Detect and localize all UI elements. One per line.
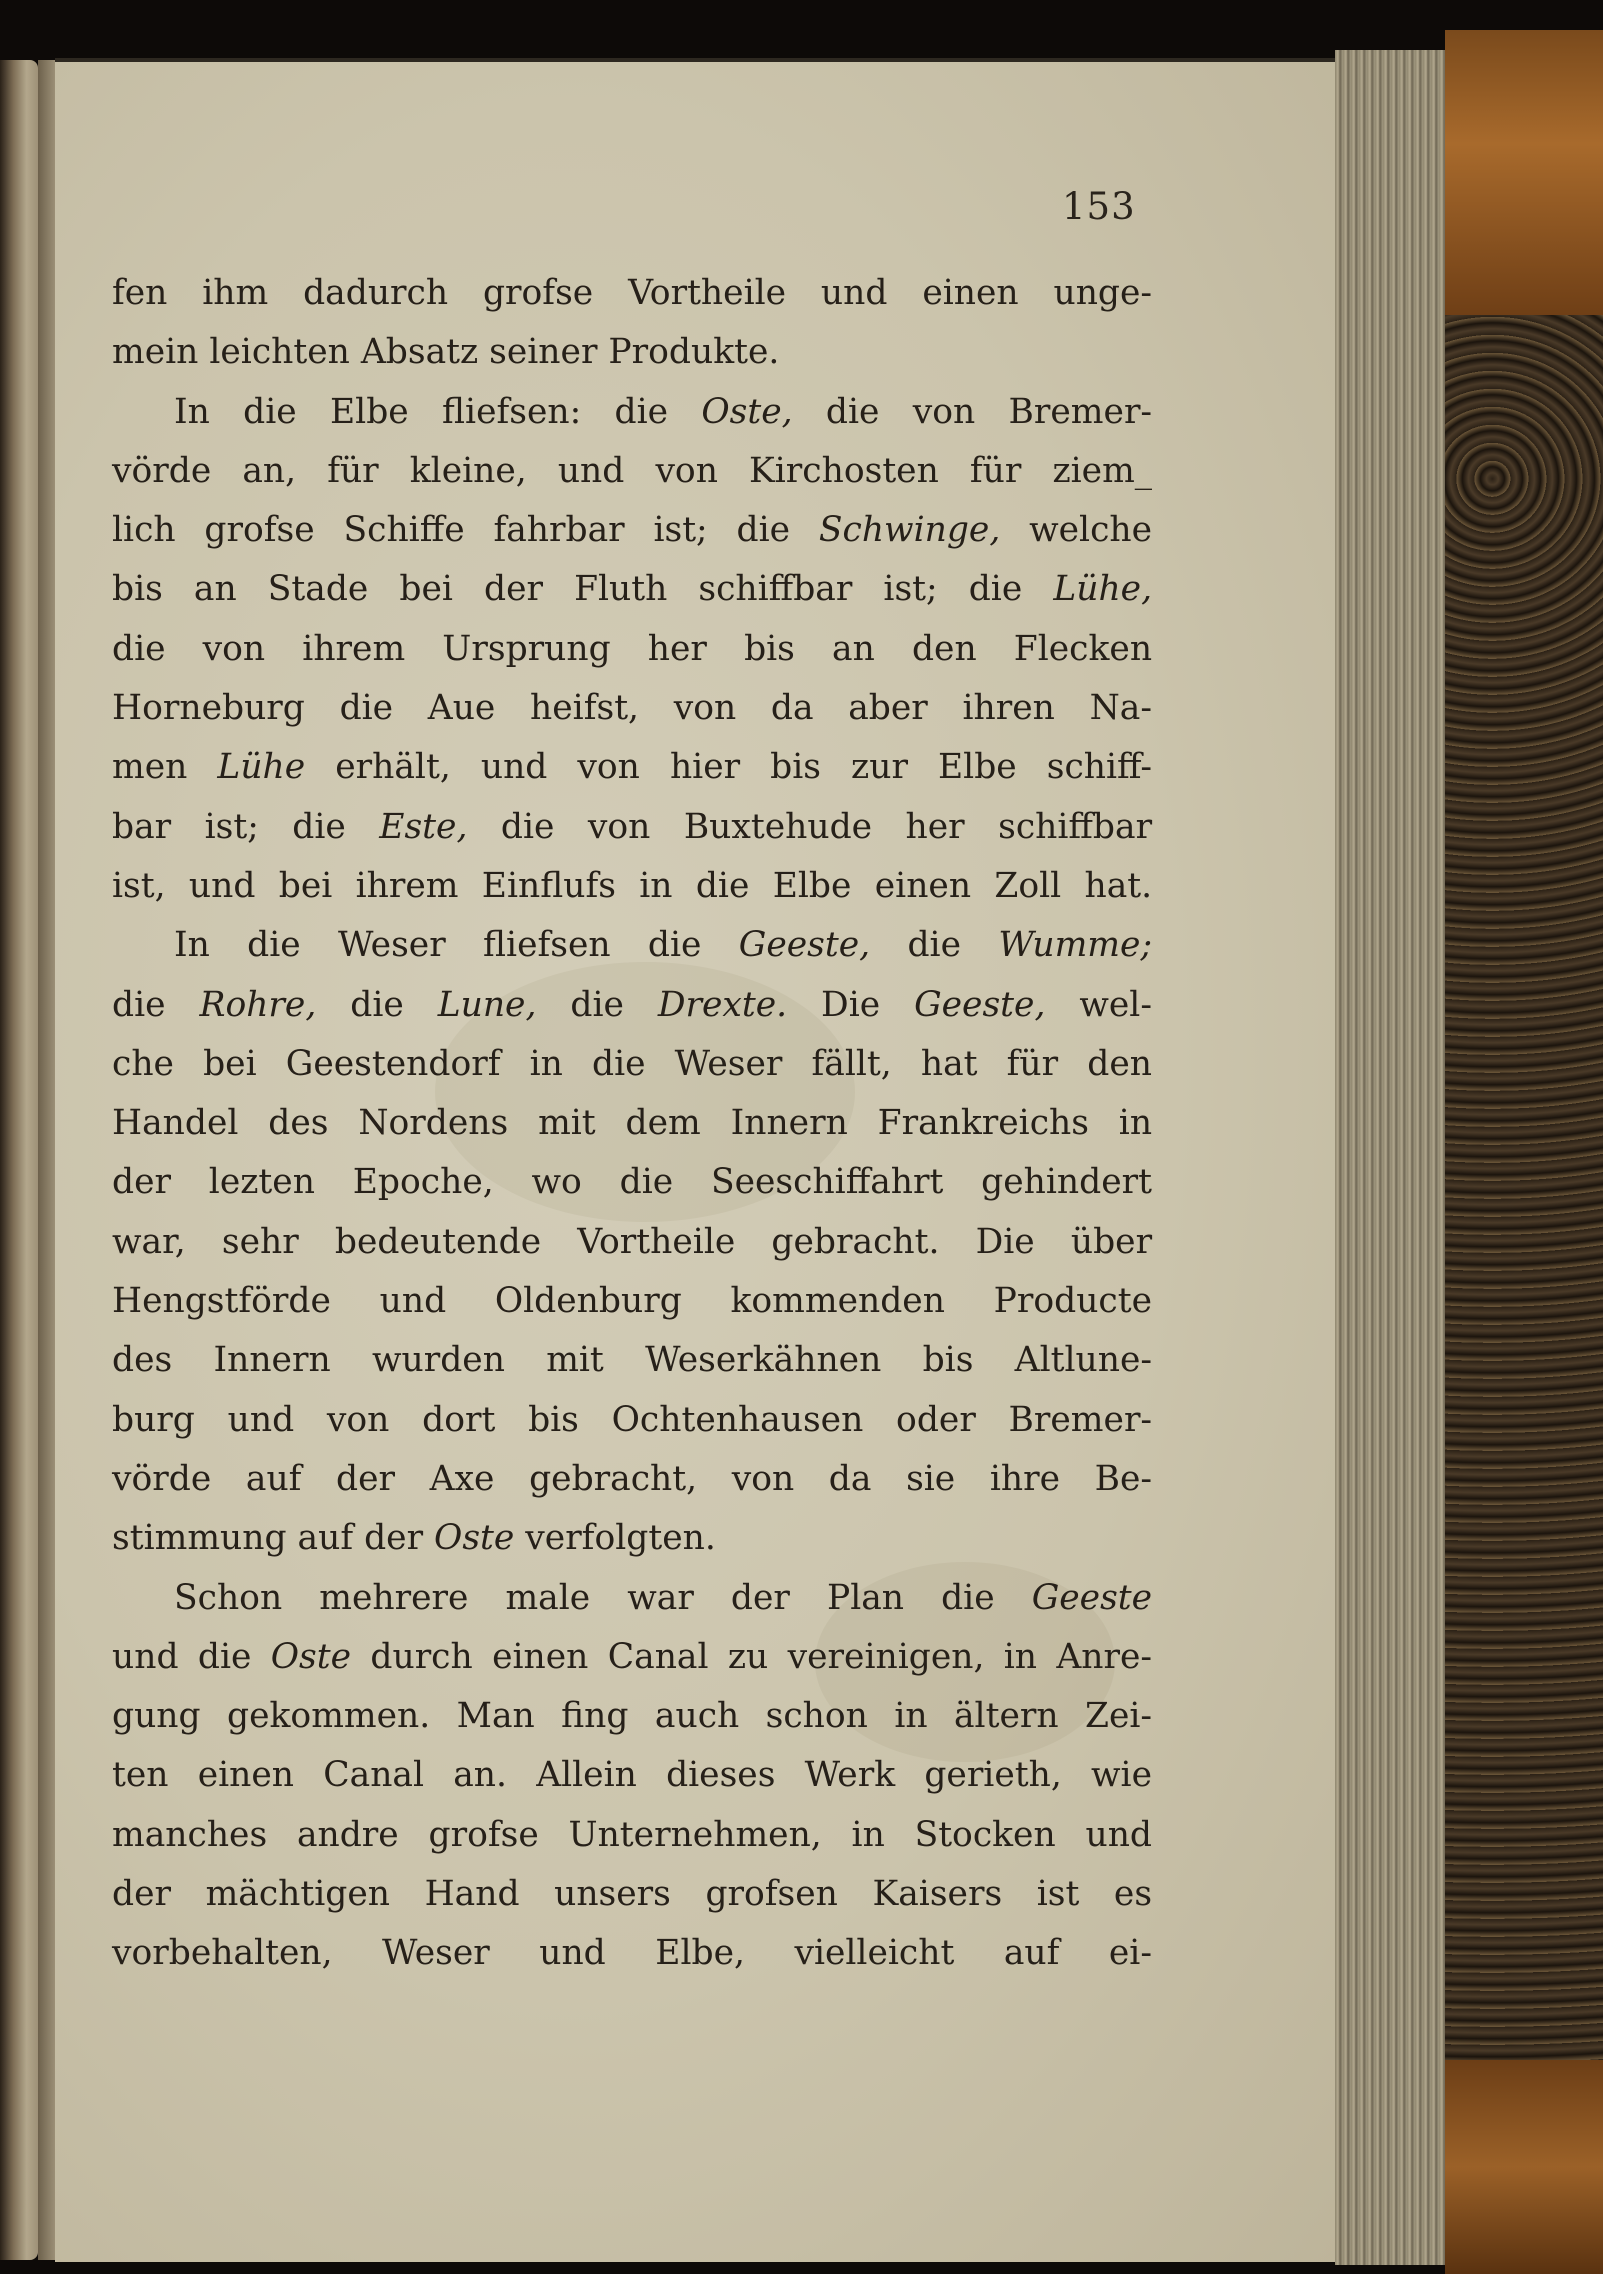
- previous-page-edge: [0, 60, 38, 2260]
- text-line: und die Oste durch einen Canal zu vereinigen, in Anre-: [112, 1636, 1153, 1677]
- text-line: vörde an, für kleine, und von Kirchosten für ziem_: [112, 450, 1153, 491]
- text-line: fen ihm dadurch grofse Vortheile und einen unge-: [112, 273, 1153, 313]
- marbled-cover: [1445, 30, 1603, 2274]
- text-line: die von ihrem Ursprung her bis an den Flecken: [112, 628, 1153, 669]
- text-line: war, sehr bedeutende Vortheile gebracht. Die über: [112, 1221, 1153, 1262]
- text-line: burg und von dort bis Ochtenhausen oder Bremer-: [112, 1399, 1153, 1440]
- text-line: Handel des Nordens mit dem Innern Frankreichs in: [112, 1103, 1153, 1144]
- text-line: bar ist; die Este, die von Buxtehude her schiffbar: [112, 806, 1153, 847]
- text-line: In die Weser fliefsen die Geeste, die Wumme;: [174, 925, 1153, 966]
- text-line: manches andre grofse Unternehmen, in Stocken und: [112, 1814, 1152, 1855]
- text-line: Schon mehrere male war der Plan die Geeste: [174, 1577, 1153, 1618]
- text-line: stimmung auf der Oste verfolgten.: [112, 1518, 716, 1559]
- text-line: Horneburg die Aue heifst, von da aber ihren Na-: [112, 688, 1152, 729]
- text-line: die Rohre, die Lune, die Drexte. Die Geeste, wel-: [112, 984, 1152, 1025]
- text-line: gung gekommen. Man fing auch schon in ältern Zei-: [112, 1696, 1153, 1737]
- text-line: mein leichten Absatz seiner Produkte.: [112, 332, 780, 373]
- leather-corner-top: [1445, 30, 1603, 315]
- text-line: bis an Stade bei der Fluth schiffbar ist; die Lühe,: [112, 569, 1153, 610]
- page-block-edges: [1335, 50, 1448, 2265]
- text-line: che bei Geestendorf in die Weser fällt, hat für den: [112, 1043, 1152, 1084]
- text-line: der lezten Epoche, wo die Seeschiffahrt gehindert: [112, 1162, 1152, 1203]
- text-line: ten einen Canal an. Allein dieses Werk gerieth, wie: [112, 1755, 1152, 1796]
- text-line: vorbehalten, Weser und Elbe, vielleicht auf ei-: [112, 1933, 1152, 1974]
- text-line: men Lühe erhält, und von hier bis zur Elbe schiff-: [112, 747, 1152, 788]
- text-line: Hengstförde und Oldenburg kommenden Producte: [112, 1281, 1153, 1322]
- page-number: 153: [1062, 185, 1136, 228]
- text-line: ist, und bei ihrem Einflufs in die Elbe einen Zoll hat.: [112, 865, 1153, 906]
- text-line: lich grofse Schiffe fahrbar ist; die Schwinge, welche: [112, 510, 1153, 551]
- text-line: vörde auf der Axe gebracht, von da sie ihre Be-: [112, 1458, 1153, 1499]
- body-text: [112, 264, 1152, 1984]
- text-line: In die Elbe fliefsen: die Oste, die von Bremer-: [174, 391, 1153, 432]
- text-line: der mächtigen Hand unsers grofsen Kaisers ist es: [112, 1874, 1153, 1915]
- text-line: des Innern wurden mit Weserkähnen bis Altlune-: [112, 1340, 1153, 1381]
- leather-corner-bottom: [1445, 2060, 1603, 2274]
